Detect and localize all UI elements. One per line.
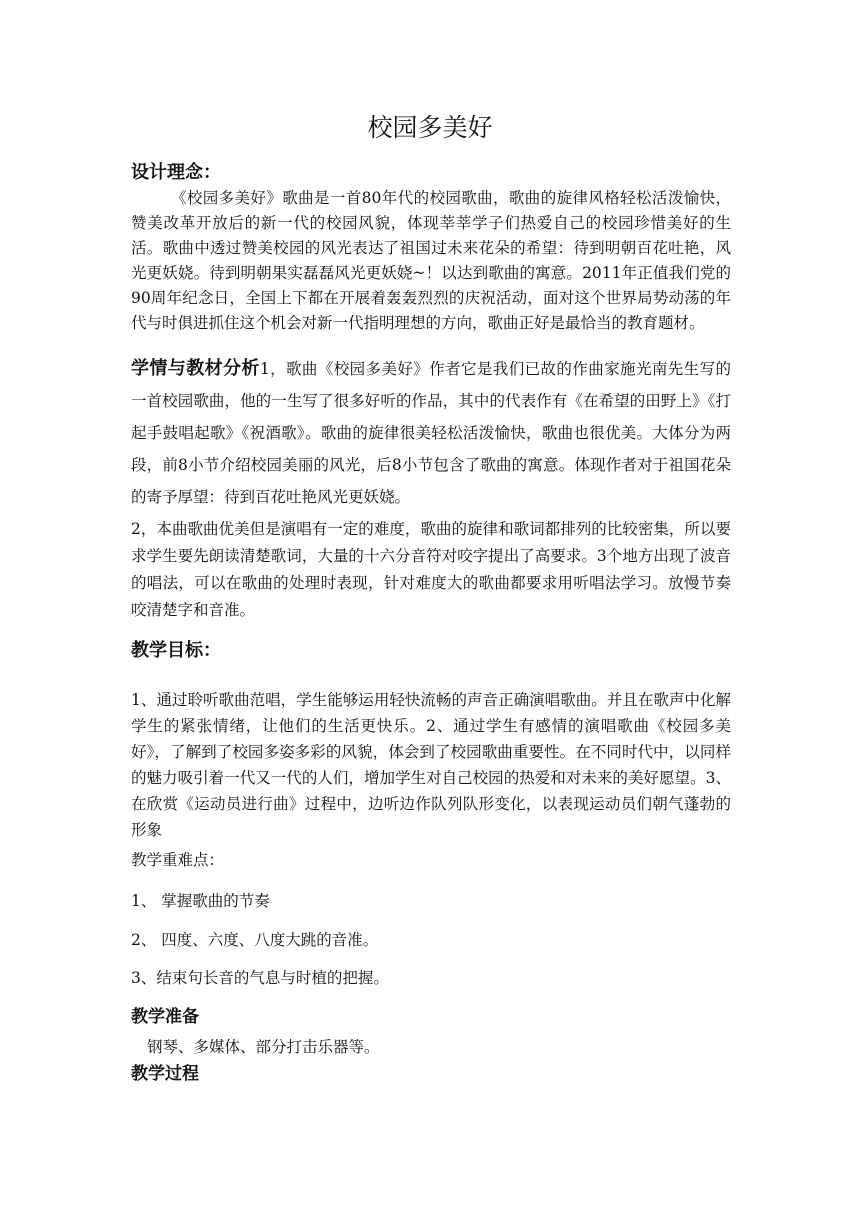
- analysis-paragraph-2: 2，本曲歌曲优美但是演唱有一定的难度，歌曲的旋律和歌词都排列的比较密集，所以要求学生要先朗读清楚歌词，大量的十六分音符对咬字提出了高要求。3个地方出现了波音的唱法，可以在歌曲的处理时表现，针对难度大的歌曲都要求用听唱法学习。放慢节奏咬清楚字和音准。: [131, 520, 731, 619]
- design-heading: 设计理念：: [131, 162, 221, 183]
- key-point-3: 3、结束句长音的气息与时植的把握。: [131, 969, 389, 987]
- design-paragraph: 《校园多美好》歌曲是一首80年代的校园歌曲，歌曲的旋律风格轻松活泼愉快，赞美改革开放后的新一代的校园风貌，体现莘莘学子们热爱自己的校园珍惜美好的生活。歌曲中透过赞美校园的风光表达了祖国过未来花朵的希望：待到明朝百花吐艳，风光更妖娆。待到明朝果实磊磊风光更妖娆~！以达到歌曲的寓意。2011年正值我们党的90周年纪念日，全国上下都在开展着轰轰烈烈的庆祝活动，面对这个世界局势动荡的年代与时俱进抓住这个机会对新一代指明理想的方向，歌曲正好是最恰当的教育题材。: [131, 189, 731, 332]
- key-points-label: 教学重难点：: [131, 851, 225, 869]
- key-point-2: 2、 四度、六度、八度大跳的音准。: [131, 931, 379, 949]
- prep-heading: 教学准备: [131, 1007, 199, 1027]
- analysis-heading: 学情与教材分析: [131, 358, 260, 379]
- goals-heading: 教学目标：: [131, 640, 221, 661]
- key-point-1: 1、 掌握歌曲的节奏: [131, 892, 270, 910]
- goals-paragraph: 1、通过聆听歌曲范唱，学生能够运用轻快流畅的声音正确演唱歌曲。并且在歌声中化解学生的紧张情绪，让他们的生活更快乐。2、通过学生有感情的演唱歌曲《校园多美好》，了解到了校园多姿多彩的风貌，体会到了校园歌曲重要性。在不同时代中，以同样的魅力吸引着一代又一代的人们，增加学生对自己校园的热爱和对未来的美好愿望。3、在欣赏《运动员进行曲》过程中，边听边作队列队形变化，以表现运动员们朝气蓬勃的形象: [131, 691, 731, 839]
- process-heading: 教学过程: [131, 1064, 199, 1084]
- analysis-paragraph-1: [131, 353, 731, 513]
- analysis-text-1: 1，歌曲《校园多美好》作者它是我们已故的作曲家施光南先生写的一首校园歌曲，他的一生写了很多好听的作品，其中的代表作有《在希望的田野上》《打起手鼓唱起歌》《祝酒歌》。歌曲的旋律很美轻松活泼愉快，歌曲也很优美。大体分为两段，前8小节介绍校园美丽的风光，后8小节包含了歌曲的寓意。体现作者对于祖国花朵的寄予厚望：待到百花吐艳风光更妖娆。: [131, 360, 731, 506]
- prep-text: 钢琴、多媒体、部分打击乐器等。: [147, 1038, 380, 1056]
- document-title: 校园多美好: [367, 113, 493, 142]
